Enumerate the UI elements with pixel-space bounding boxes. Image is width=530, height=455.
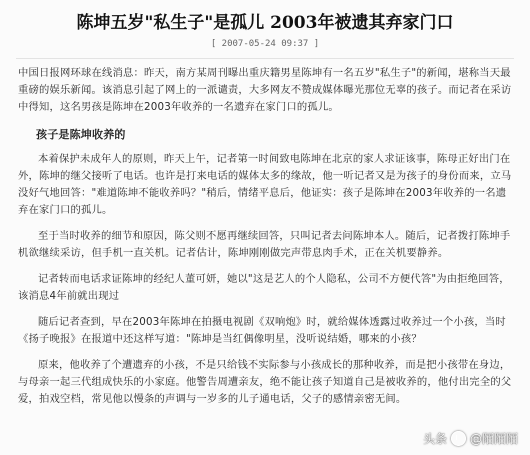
- watermark-handle: @陌陌陌: [469, 432, 518, 446]
- article-body: [18, 65, 516, 417]
- header-divider: [16, 58, 514, 59]
- paragraph-agent-response: 记者转而电话求证陈坤的经纪人董可妍，她以"这是艺人的个人隐私，公司不方便代答"为由拒绝回答，该消息4年前就出现过: [18, 273, 510, 302]
- paragraph-2003-report: 随后记者查到，早在2003年陈坤在拍摄电视剧《双响炮》时，就给媒体透露过收养过一个小孩，当时《扬子晚报》在报道中还这样写道："陈坤是当红偶像明星，没听说结婚，哪来的小孩？: [18, 316, 506, 345]
- article-headline: 陈坤五岁"私生子"是孤儿 2003年被遗其弃家门口: [76, 13, 454, 33]
- paragraph-adoption-story: 原来，他收养了个遭遗弃的小孩，不是只给钱不实际参与小孩成长的那种收养，而是把小孩带在身边，与母亲一起三代组成快乐的小家庭。他警告周遭亲友，绝不能让孩子知道自己是被收养的，他付出完全的父爱，拍戏空档，常见他以慢条的声调与一岁多的儿子通电话，父子的感情亲密无间。: [18, 359, 512, 405]
- watermark-brand: 头条: [422, 432, 447, 446]
- paragraph-intro: 中国日报网环球在线消息：昨天，南方某周刊曝出重庆籍男星陈坤有一名五岁"私生子"的新闻，堪称当天最重磅的娱乐新闻。该消息引起了网上的一派谴责，大多网友不赞成媒体曝光那位无辜的孩子。而记者在采访中得知，这名男孩是陈坤在2003年收养的一名遗弃在家门口的孤儿。: [18, 67, 512, 113]
- paragraph-adoption-details: 至于当时收养的细节和原因，陈父则不愿再继续回答，只叫记者去问陈坤本人。随后，记者拨打陈坤手机欲继续采访，但手机一直关机。记者估计，陈坤刚刚做完声带息肉手术，正在关机要静养。: [18, 230, 511, 259]
- paragraph-family-confirmation: 本着保护未成年人的原则，昨天上午，记者第一时间致电陈坤在北京的家人求证该事，陈母正好出门在外，陈坤的继父接听了电话。也许是打来电话的媒体太多的缘故，他一听记者又是为孩子的身份而来，立马没好气地回答："难道陈坤不能收养吗？"稍后，情绪平息后，他证实：孩子是陈坤在2003年收养的一名遗弃在家门口的孤儿。: [18, 153, 512, 216]
- source-watermark: [423, 430, 518, 447]
- watermark-logo-icon: [451, 431, 466, 446]
- publish-timestamp: [ 2007-05-24 09:37 ]: [210, 39, 320, 49]
- section-heading: 孩子是陈坤收养的: [36, 128, 126, 141]
